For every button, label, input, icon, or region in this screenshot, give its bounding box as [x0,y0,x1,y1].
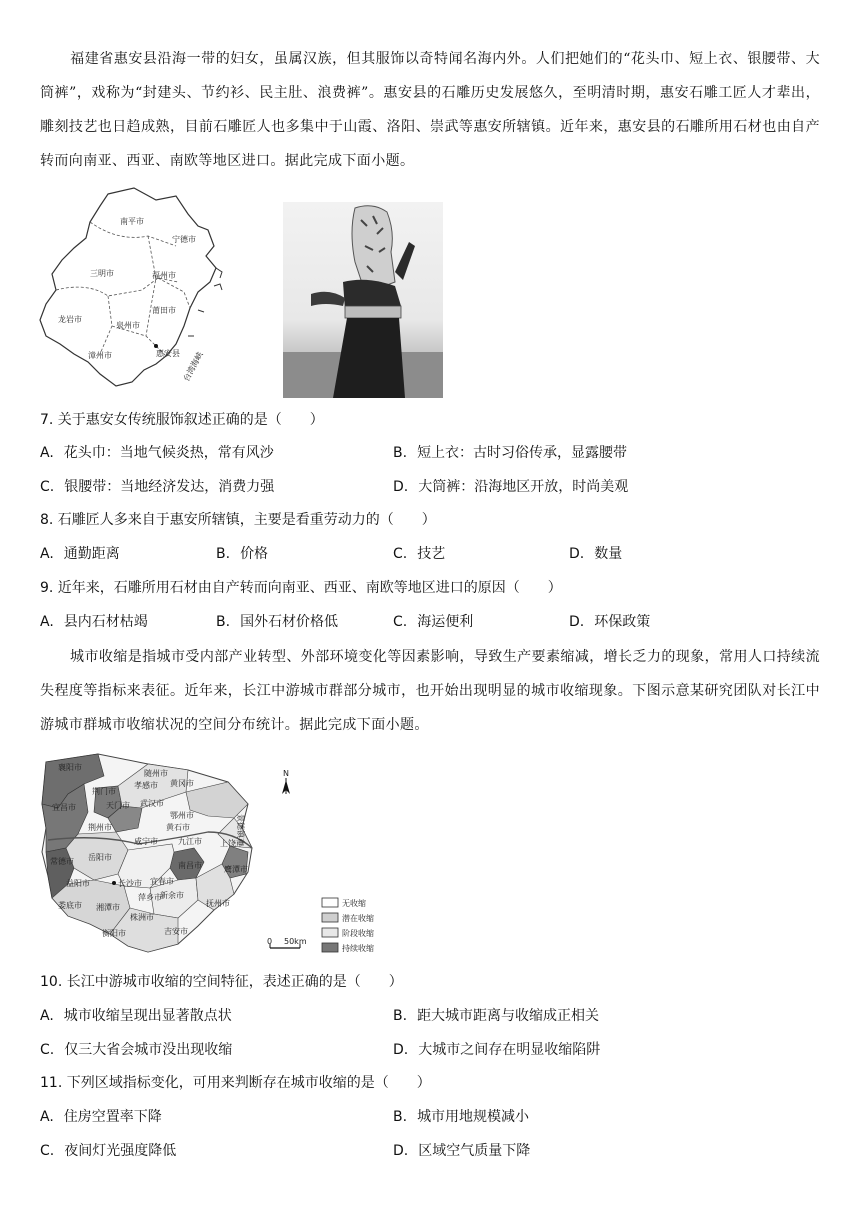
option-text: 县内石材枯竭 [63,614,148,630]
legend-label-stage: 阶段收缩 [342,929,374,938]
city-label-yichang: 宜昌市 [52,803,76,812]
map-label-fuzhou: 福州市 [152,271,176,280]
option-text: 海运便利 [417,614,474,630]
north-label: N [283,769,289,778]
legend-label-none: 无收缩 [342,899,366,908]
city-label-suizhou: 随州市 [144,769,168,778]
option-letter: D. [569,546,585,562]
passage-fujian [40,42,820,178]
city-label-jingmen: 荆门市 [92,787,116,796]
option-letter: A. [40,546,54,562]
map-label-putian: 莆田市 [152,306,176,315]
huian-marker [154,344,158,348]
passage-fujian-text: 福建省惠安县沿海一带的妇女，虽属汉族，但其服饰以奇特闻名海内外。人们把她们的“花头巾、短上衣、银腰带、大筒裤”，戏称为“封建头、节约衫、民主肚、浪费裤”。惠安县的石雕历史发展悠久，至明清时期，惠安石雕工匠人才辈出，雕刻技艺也日趋成熟，目前石雕匠人也多集中于山霞、洛阳、崇武等惠安所辖镇。近年来，惠安县的石雕所用石材也由自产转而向南亚、西亚、南欧等地区进口。据此完成下面小题。 [40,51,820,169]
legend-swatch-persistent [322,943,338,952]
option-letter: D. [393,1143,409,1159]
city-label-jingzhou: 荆州市 [88,823,112,832]
city-label-xinyu: 新余市 [160,891,184,900]
north-arrow-icon [282,769,290,794]
option-letter: B. [216,546,231,562]
option-letter: D. [393,479,409,495]
city-label-jian: 吉安市 [164,927,188,936]
option-text: 银腰带：当地经济发达，消费力强 [64,479,275,495]
city-label-changde: 常德市 [50,857,74,866]
question-9-option-a[interactable] [40,612,148,632]
question-10-stem: 10. 长江中游城市收缩的空间特征，表述正确的是（ ） [40,974,403,990]
city-label-xiangyang: 襄阳市 [58,763,82,772]
city-label-tianmen: 天门市 [106,801,130,810]
option-text: 通勤距离 [63,546,120,562]
city-label-nanchang: 南昌市 [178,861,202,870]
city-label-pingxiang: 萍乡市 [138,893,162,902]
question-9-option-d[interactable] [569,612,650,632]
option-text: 环保政策 [594,614,651,630]
option-letter: A. [40,614,54,630]
city-label-shangrao: 上饶市 [220,839,244,848]
option-text: 数量 [594,546,623,562]
option-text: 价格 [240,546,269,562]
option-letter: C. [393,546,408,562]
question-10-option-c[interactable] [40,1040,232,1060]
city-label-loudi: 娄底市 [58,901,82,910]
option-text: 城市用地规模减小 [417,1109,530,1125]
map-label-strait: 台湾海峡 [181,350,205,383]
legend-swatch-potential [322,913,338,922]
map-label-longyan: 龙岩市 [58,315,82,324]
question-10-option-a[interactable] [40,1006,232,1026]
option-text: 花头巾：当地气候炎热，常有风沙 [63,445,274,461]
city-label-yueyang: 岳阳市 [88,853,112,862]
city-label-fuzhou-jx: 抚州市 [206,899,230,908]
map-label-ningde: 宁德市 [172,235,196,244]
city-label-xiangtan: 湘潭市 [96,903,120,912]
option-letter: C. [40,1143,55,1159]
passage-urban-shrinkage [40,640,820,742]
city-label-yiyang: 益阳市 [66,879,90,888]
question-7-option-d[interactable] [393,477,628,497]
option-text: 区域空气质量下降 [418,1143,531,1159]
question-8-option-d[interactable] [569,544,622,564]
question-10-option-d[interactable] [393,1040,600,1060]
fujian-map [38,186,262,392]
legend-label-potential: 潜在收缩 [342,914,374,923]
option-text: 大城市之间存在明显收缩陷阱 [418,1042,601,1058]
option-letter: A. [40,1109,54,1125]
question-7-option-a[interactable] [40,443,274,463]
map-label-huian: 惠安县 [156,349,180,358]
option-letter: B. [393,1008,408,1024]
question-8-stem: 8. 石雕匠人多来自于惠安所辖镇，主要是看重劳动力的（ ） [40,512,436,528]
city-label-huangshi: 黄石市 [166,823,190,832]
city-label-changsha: 长沙市 [118,879,142,888]
legend-label-persistent: 持续收缩 [342,944,374,953]
option-letter: D. [393,1042,409,1058]
question-8-option-a[interactable] [40,544,120,564]
option-text: 国外石材价格低 [240,614,339,630]
city-label-hengyang: 衡阳市 [102,929,126,938]
option-text: 大筒裤：沿海地区开放，时尚美观 [418,479,629,495]
option-letter: A. [40,445,54,461]
question-7-option-b[interactable] [393,443,627,463]
city-label-xiaogan: 孝感市 [134,781,158,790]
legend [322,898,374,953]
question-8-option-c[interactable] [393,544,445,564]
legend-swatch-none [322,898,338,907]
option-text: 技艺 [417,546,446,562]
option-letter: D. [569,614,585,630]
option-text: 仅三大省会城市没出现收缩 [64,1042,233,1058]
city-label-yingtan: 鹰潭市 [224,865,248,874]
passage-urban-shrinkage-text: 城市收缩是指城市受内部产业转型、外部环境变化等因素影响，导致生产要素缩减，增长乏力的现象，常用人口持续流失程度等指标来表征。近年来，长江中游城市群部分城市，也开始出现明显的城市收缩现象。下图示意某研究团队对长江中游城市群城市收缩状况的空间分布统计。据此完成下面小题。 [40,649,820,733]
option-letter: B. [393,1109,408,1125]
city-label-jingdezhen: 景德镇市 [236,814,245,846]
city-label-xianning: 咸宁市 [134,837,158,846]
option-text: 夜间灯光强度降低 [64,1143,177,1159]
question-7-stem: 7. 关于惠安女传统服饰叙述正确的是（ ） [40,412,324,428]
question-9-option-b[interactable] [216,612,338,632]
huian-woman-photo [283,202,443,398]
scale-label: 50km [284,937,307,946]
map-label-sanming: 三明市 [90,269,114,278]
question-7-option-c[interactable] [40,477,274,497]
question-11-stem: 11. 下列区域指标变化，可用来判断存在城市收缩的是（ ） [40,1075,431,1091]
changsha-marker [112,881,116,885]
question-9-stem: 9. 近年来，石雕所用石材由自产转而向南亚、西亚、南欧等地区进口的原因（ ） [40,580,562,596]
question-8-option-b[interactable] [216,544,268,564]
city-label-zhuzhou: 株洲市 [130,913,154,922]
option-text: 城市收缩呈现出显著散点状 [63,1008,232,1024]
map-label-quanzhou: 泉州市 [116,321,140,330]
city-label-jiujiang: 九江市 [178,837,202,846]
question-10-option-b[interactable] [393,1006,599,1026]
legend-swatch-stage [322,928,338,937]
question-11-option-a[interactable] [40,1107,162,1127]
map-label-zhangzhou: 漳州市 [88,351,112,360]
question-11-option-b[interactable] [393,1107,529,1127]
question-11-option-c[interactable] [40,1141,176,1161]
city-label-ezhou: 鄂州市 [170,811,194,820]
option-letter: B. [393,445,408,461]
city-label-huanggang: 黄冈市 [170,779,194,788]
city-label-yichun: 宜春市 [150,877,174,886]
option-letter: C. [393,614,408,630]
option-letter: A. [40,1008,54,1024]
map-label-nanping: 南平市 [120,217,144,226]
option-letter: B. [216,614,231,630]
option-text: 距大城市距离与收缩成正相关 [417,1008,600,1024]
question-9-option-c[interactable] [393,612,473,632]
option-text: 住房空置率下降 [63,1109,162,1125]
city-label-wuhan: 武汉市 [140,799,164,808]
scale-bar [267,937,307,948]
yangtze-shrinkage-map [38,748,398,962]
question-11-option-d[interactable] [393,1141,530,1161]
option-letter: C. [40,1042,55,1058]
option-text: 短上衣：古时习俗传承，显露腰带 [417,445,628,461]
scale-zero: 0 [267,937,273,946]
option-letter: C. [40,479,55,495]
